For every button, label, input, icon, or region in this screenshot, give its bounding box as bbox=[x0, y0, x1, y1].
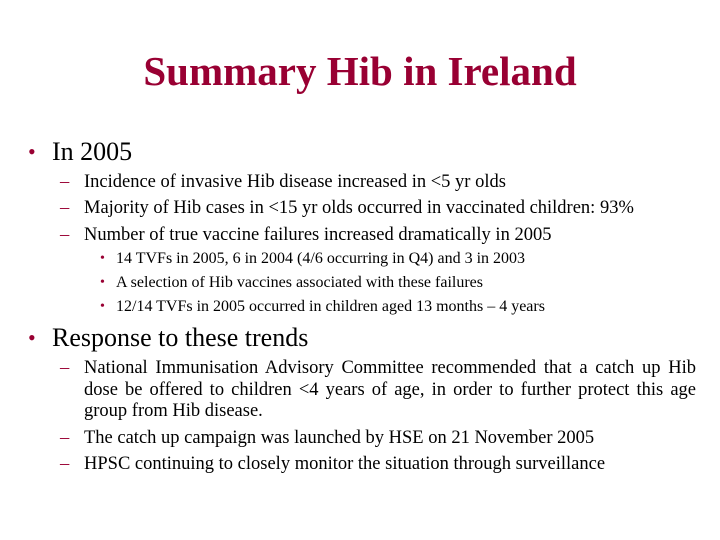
sub-list-item bbox=[100, 249, 526, 269]
bullet-response bbox=[28, 323, 309, 353]
list-item bbox=[60, 171, 696, 193]
item-text: Number of true vaccine failures increased dramatically in 2005 bbox=[84, 225, 552, 245]
item-text: HPSC continuing to closely monitor the situation through surveillance bbox=[84, 454, 606, 474]
dash-icon: – bbox=[60, 454, 70, 474]
item-text: 12/14 TVFs in 2005 occurred in children aged 13 months – 4 years bbox=[116, 298, 545, 315]
item-text: 14 TVFs in 2005, 6 in 2004 (4/6 occurring in Q4) and 3 in 2003 bbox=[116, 250, 526, 267]
bullet-in-2005 bbox=[28, 137, 133, 167]
item-text: Incidence of invasive Hib disease increased in <5 yr olds bbox=[84, 172, 506, 192]
item-text: The catch up campaign was launched by HSE on 21 November 2005 bbox=[84, 428, 595, 448]
list-item bbox=[60, 224, 696, 246]
bullet-icon: • bbox=[28, 325, 36, 350]
sub-list-item bbox=[100, 273, 483, 293]
list-item bbox=[60, 358, 696, 423]
bullet-icon: • bbox=[100, 251, 105, 266]
dash-icon: – bbox=[60, 225, 70, 245]
dash-icon: – bbox=[60, 198, 70, 218]
item-text: National Immunisation Advisory Committee recommended that a catch up Hib dose be offered to children <4 years of age, in order to further protect this age group from Hib disease. bbox=[84, 358, 696, 421]
list-item bbox=[60, 453, 696, 475]
dash-icon: – bbox=[60, 358, 70, 378]
list-item bbox=[60, 427, 696, 449]
bullet-icon: • bbox=[100, 275, 105, 290]
dash-icon: – bbox=[60, 172, 70, 192]
item-text: Majority of Hib cases in <15 yr olds occurred in vaccinated children: 93% bbox=[84, 198, 634, 218]
bullet-icon: • bbox=[28, 139, 36, 164]
slide-title: Summary Hib in Ireland bbox=[143, 48, 577, 94]
heading-text: In 2005 bbox=[52, 137, 133, 166]
dash-icon: – bbox=[60, 428, 70, 448]
sub-list-item bbox=[100, 297, 545, 317]
bullet-icon: • bbox=[100, 299, 105, 314]
heading-text: Response to these trends bbox=[52, 323, 309, 352]
list-item bbox=[60, 197, 696, 219]
item-text: A selection of Hib vaccines associated with these failures bbox=[116, 274, 483, 291]
